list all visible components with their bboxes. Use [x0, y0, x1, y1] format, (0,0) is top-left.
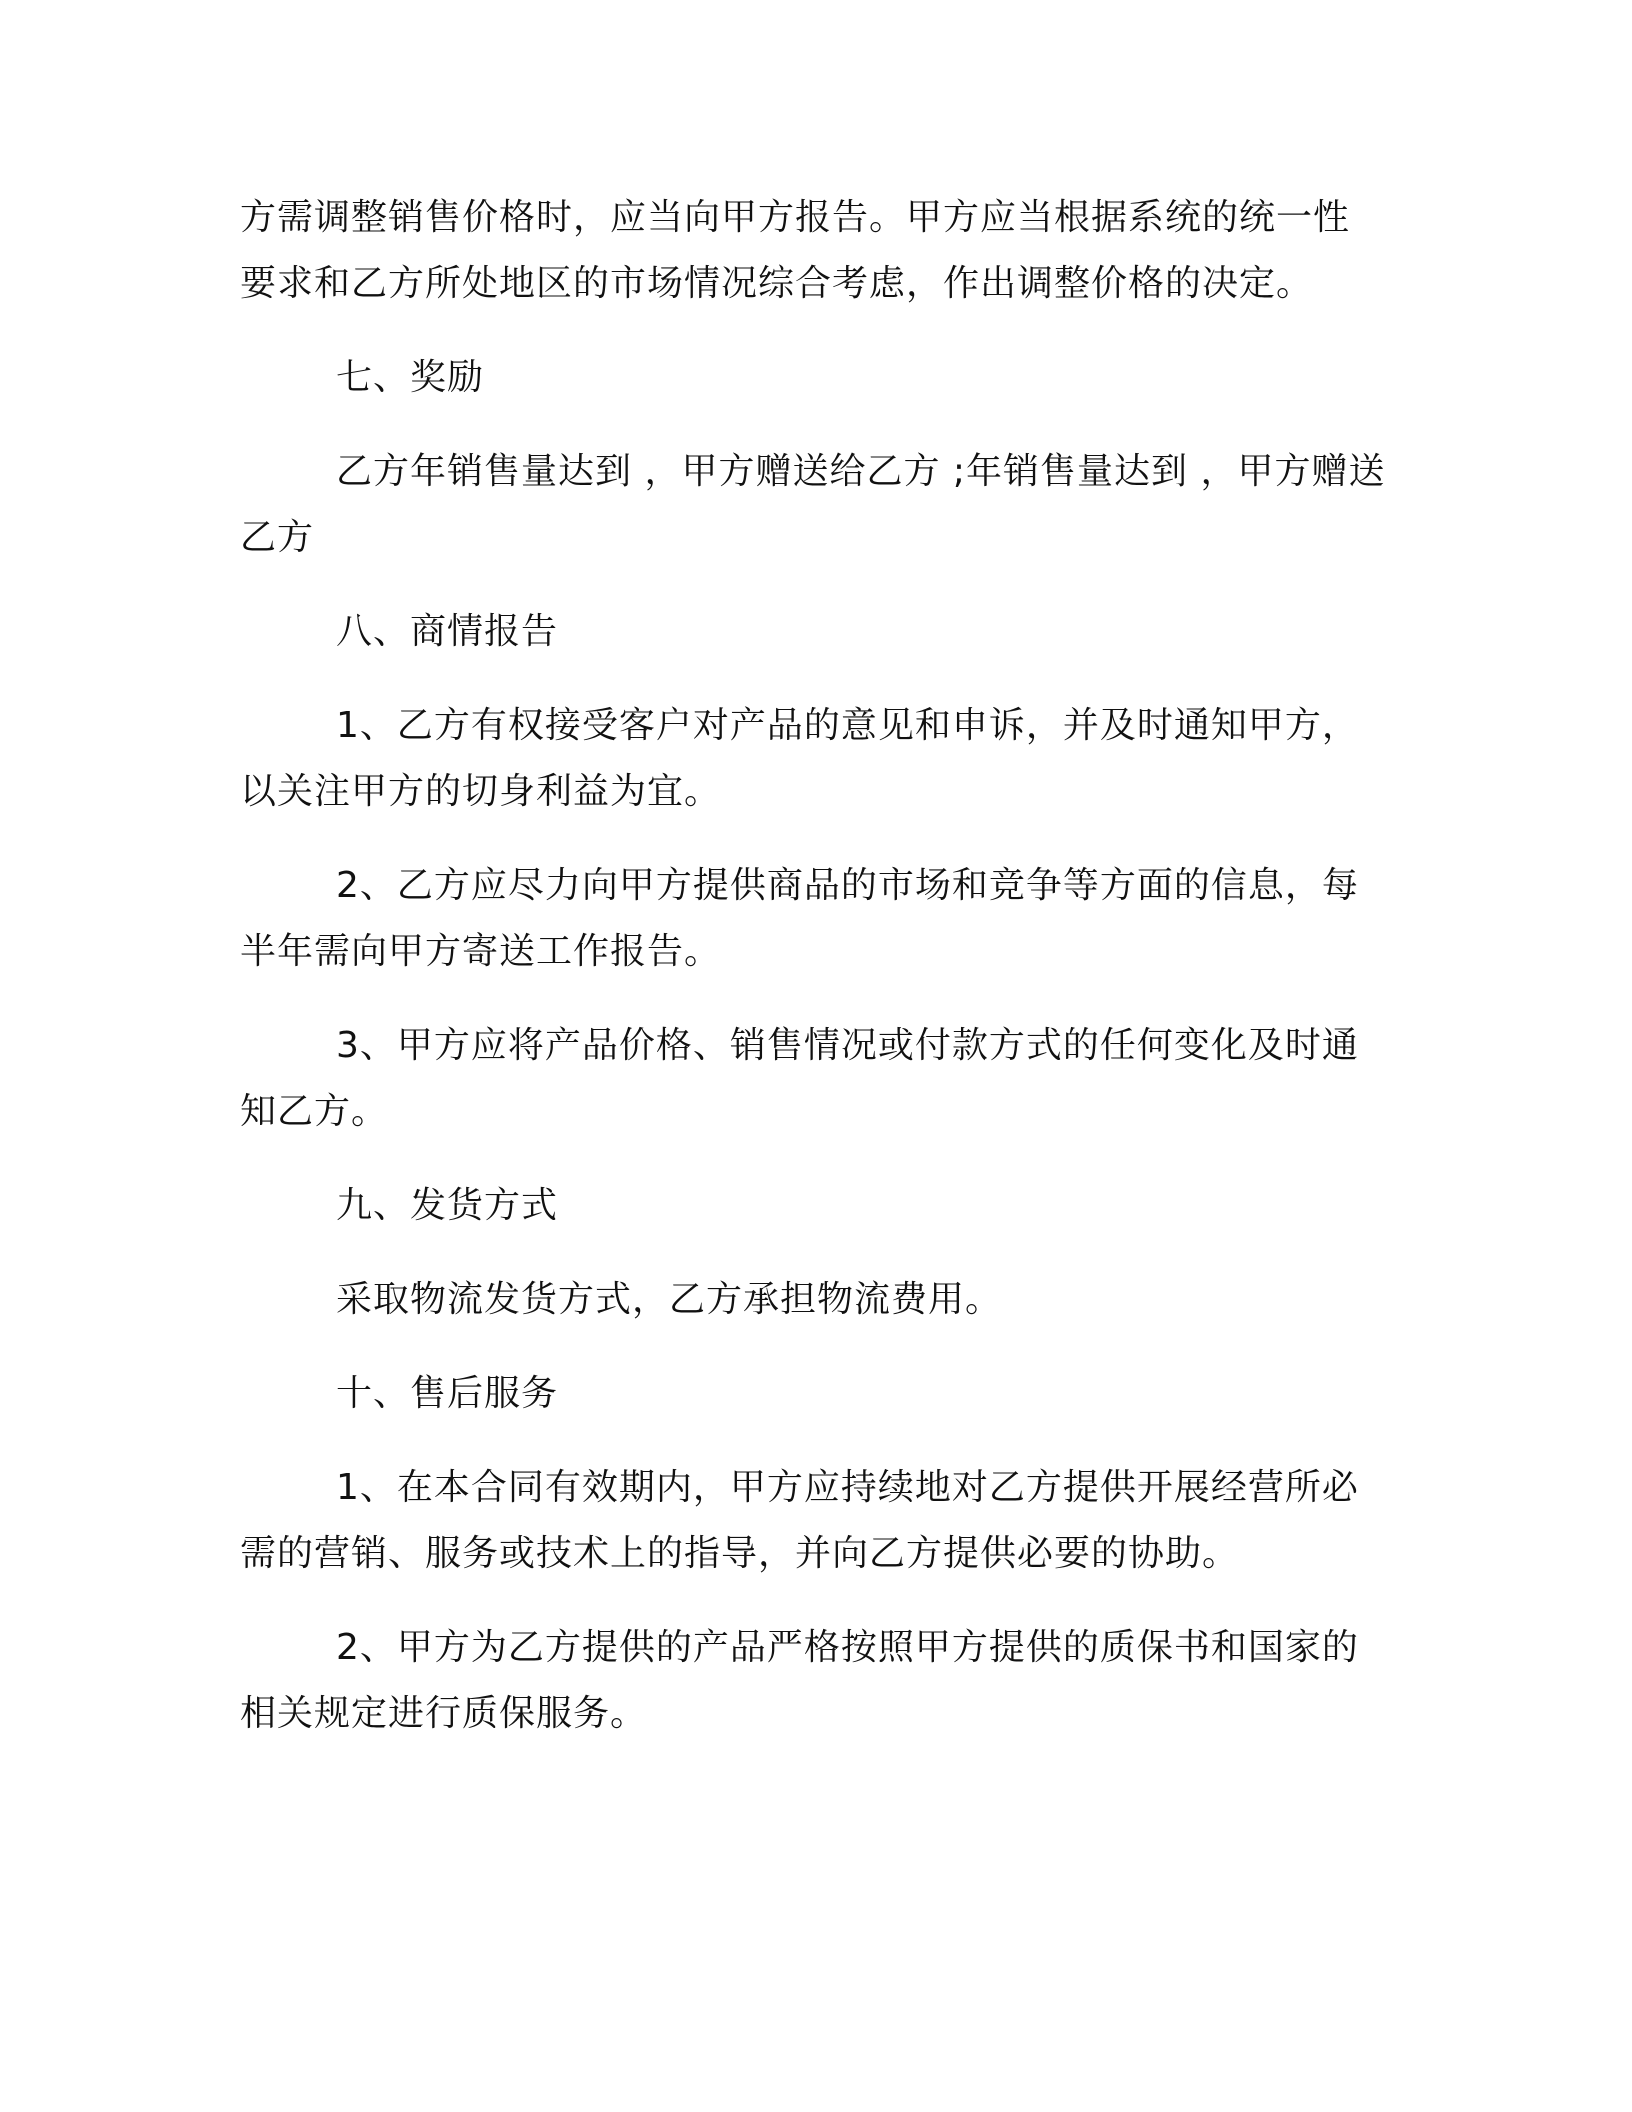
paragraph-line: 2、乙方应尽力向甲方提供商品的市场和竞争等方面的信息，每 [336, 865, 1359, 906]
paragraph-line: 1、乙方有权接受客户对产品的意见和申诉，并及时通知甲方， [336, 705, 1359, 746]
paragraph-line: 要求和乙方所处地区的市场情况综合考虑，作出调整价格的决定。 [240, 263, 1314, 304]
section-heading-business-report: 八、商情报告 [336, 611, 559, 652]
paragraph-line: 以关注甲方的切身利益为宜。 [240, 771, 722, 812]
paragraph-line: 相关规定进行质保服务。 [240, 1693, 648, 1734]
paragraph-line: 知乙方。 [240, 1091, 389, 1132]
paragraph-line: 采取物流发货方式，乙方承担物流费用。 [336, 1279, 1003, 1320]
paragraph-line: 方需调整销售价格时，应当向甲方报告。甲方应当根据系统的统一性 [240, 197, 1351, 238]
paragraph-line: 3、甲方应将产品价格、销售情况或付款方式的任何变化及时通 [336, 1025, 1359, 1066]
section-heading-after-sales: 十、售后服务 [336, 1373, 559, 1414]
paragraph-line: 乙方年销售量达到 ，甲方赠送给乙方 ;年销售量达到 ，甲方赠送 [336, 451, 1386, 492]
paragraph-line: 需的营销、服务或技术上的指导，并向乙方提供必要的协助。 [240, 1533, 1240, 1574]
paragraph-line: 2、甲方为乙方提供的产品严格按照甲方提供的质保书和国家的 [336, 1627, 1359, 1668]
section-heading-shipping: 九、发货方式 [336, 1185, 559, 1226]
section-heading-reward: 七、奖励 [336, 357, 485, 398]
paragraph-line: 1、在本合同有效期内，甲方应持续地对乙方提供开展经营所必 [336, 1467, 1359, 1508]
paragraph-line: 半年需向甲方寄送工作报告。 [240, 931, 722, 972]
paragraph-line: 乙方 [240, 517, 315, 558]
